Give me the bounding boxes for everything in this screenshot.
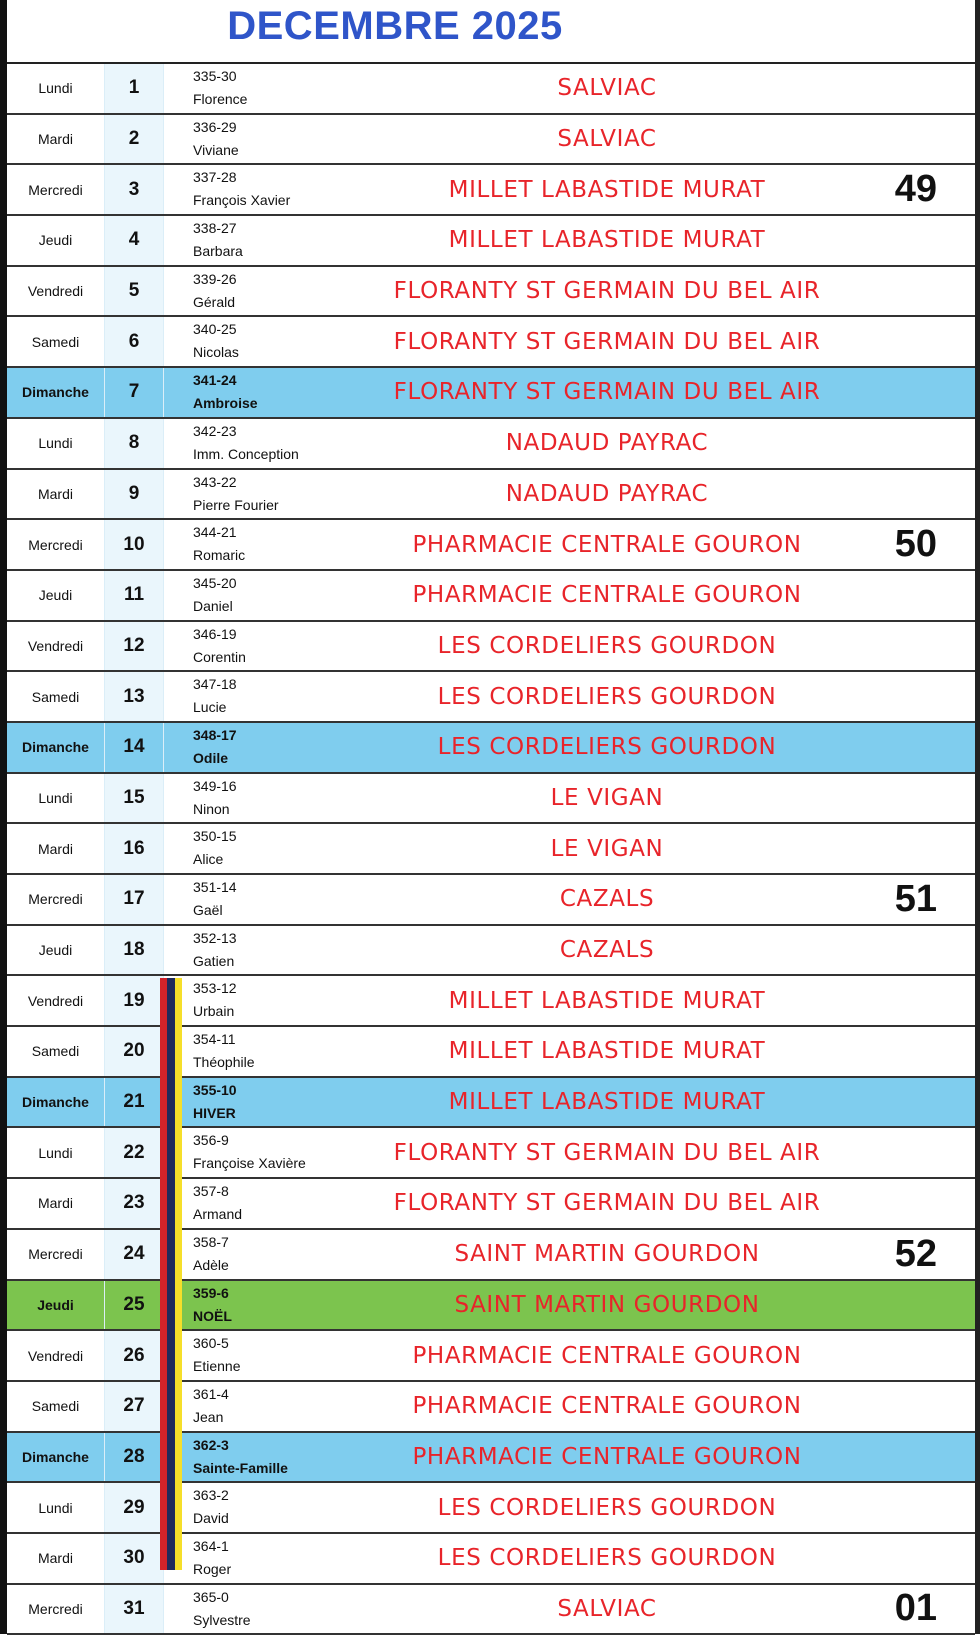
on-duty-pharmacy: MILLET LABASTIDE MURAT (448, 1089, 766, 1116)
day-of-year-code: 343-22 (193, 473, 237, 490)
on-duty-pharmacy: FLORANTY ST GERMAIN DU BEL AIR (393, 379, 821, 406)
day-name: Lundi (38, 80, 73, 97)
saint-name: Lucie (193, 699, 227, 716)
day-row (7, 926, 975, 977)
day-name: Mardi (37, 1195, 73, 1212)
on-duty-pharmacy: CAZALS (559, 937, 655, 964)
day-number: 30 (104, 1534, 164, 1583)
saint-name: Daniel (193, 597, 233, 614)
day-row (7, 419, 975, 470)
week-number: 50 (894, 523, 937, 566)
day-number: 28 (104, 1433, 164, 1482)
day-number: 6 (104, 317, 164, 366)
day-name: Samedi (31, 688, 80, 705)
day-name: Mardi (37, 1550, 73, 1567)
saint-name: NOËL (193, 1307, 232, 1324)
day-row (7, 774, 975, 825)
saint-name: Roger (193, 1560, 232, 1577)
day-row (7, 672, 975, 723)
day-number: 24 (104, 1230, 164, 1279)
day-of-year-code: 353-12 (193, 980, 237, 997)
on-duty-pharmacy: FLORANTY ST GERMAIN DU BEL AIR (393, 278, 821, 305)
on-duty-pharmacy: PHARMACIE CENTRALE GOURON (412, 1443, 802, 1470)
on-duty-pharmacy: SAINT MARTIN GOURDON (454, 1241, 760, 1268)
day-number: 2 (104, 115, 164, 164)
saint-name: Gatien (193, 952, 235, 969)
day-of-year-code: 358-7 (193, 1233, 229, 1250)
page-title: DECEMBRE 2025 (227, 4, 563, 48)
saint-name: Armand (193, 1206, 243, 1223)
flag-blue-stripe (167, 978, 175, 1570)
on-duty-pharmacy: LES CORDELIERS GOURDON (437, 632, 777, 659)
day-name: Mercredi (28, 536, 83, 553)
on-duty-pharmacy: LES CORDELIERS GOURDON (437, 734, 777, 761)
saint-name: Viviane (193, 141, 239, 158)
day-number: 11 (104, 571, 164, 620)
day-number: 1 (104, 64, 164, 113)
tricolor-flag-stripe (160, 978, 182, 1570)
on-duty-pharmacy: LE VIGAN (550, 784, 664, 811)
saint-name: Florence (193, 91, 248, 107)
day-row (7, 1027, 975, 1078)
day-name: Mercredi (28, 181, 83, 198)
day-of-year-code: 349-16 (193, 777, 237, 794)
day-name: Samedi (31, 333, 80, 350)
day-row (7, 1281, 975, 1332)
week-number: 49 (894, 168, 937, 211)
left-border (0, 0, 7, 1634)
week-number: 52 (894, 1232, 937, 1275)
on-duty-pharmacy: PHARMACIE CENTRALE GOURON (412, 1342, 802, 1369)
day-rows (7, 64, 975, 1635)
saint-name: Sainte-Famille (193, 1459, 288, 1476)
day-name: Mardi (37, 840, 73, 857)
week-number: 51 (894, 877, 937, 920)
saint-name: Jean (193, 1408, 224, 1425)
day-of-year-code: 338-27 (193, 220, 237, 237)
day-number: 15 (104, 774, 164, 823)
day-row (7, 1483, 975, 1534)
saint-name: Françoise Xavière (193, 1155, 306, 1172)
day-name: Lundi (38, 1499, 73, 1516)
day-row (7, 1331, 975, 1382)
saint-name: Pierre Fourier (193, 496, 279, 513)
day-name: Dimanche (22, 384, 89, 401)
day-number: 10 (104, 520, 164, 569)
week-number: 01 (894, 1587, 937, 1630)
day-name: Lundi (38, 1144, 73, 1161)
saint-name: Etienne (193, 1358, 241, 1375)
day-of-year-code: 360-5 (193, 1335, 229, 1352)
day-name: Lundi (38, 789, 73, 806)
day-of-year-code: 337-28 (193, 169, 237, 186)
day-row (7, 317, 975, 368)
on-duty-pharmacy: MILLET LABASTIDE MURAT (448, 1038, 766, 1065)
flag-red-stripe (160, 978, 167, 1570)
right-border (975, 0, 980, 1634)
saint-name: Barbara (193, 243, 243, 260)
day-name: Jeudi (38, 232, 73, 249)
day-of-year-code: 365-0 (193, 1588, 229, 1605)
day-of-year-code: 339-26 (193, 270, 237, 287)
day-row (7, 1078, 975, 1129)
day-row (7, 368, 975, 419)
saint-name: Ninon (193, 800, 230, 817)
day-name: Vendredi (27, 637, 84, 654)
day-of-year-code: 348-17 (193, 726, 237, 743)
day-row (7, 976, 975, 1027)
day-number: 29 (104, 1483, 164, 1532)
day-name: Jeudi (37, 1296, 74, 1313)
day-number: 17 (104, 875, 164, 924)
day-number: 3 (104, 165, 164, 214)
on-duty-pharmacy: SALVIAC (557, 126, 657, 153)
on-duty-pharmacy: MILLET LABASTIDE MURAT (448, 987, 766, 1014)
day-number: 21 (104, 1078, 164, 1127)
day-name: Dimanche (22, 1094, 89, 1111)
day-row (7, 1382, 975, 1433)
saint-name: Imm. Conception (193, 445, 299, 462)
day-name: Samedi (31, 1043, 80, 1060)
day-of-year-code: 364-1 (193, 1537, 229, 1554)
day-row (7, 1230, 975, 1281)
day-of-year-code: 341-24 (193, 372, 237, 389)
day-of-year-code: 335-30 (193, 68, 237, 84)
day-row (7, 622, 975, 673)
day-row (7, 1128, 975, 1179)
day-row (7, 1433, 975, 1484)
on-duty-pharmacy: LES CORDELIERS GOURDON (437, 1494, 777, 1521)
day-row (7, 875, 975, 926)
day-name: Lundi (38, 435, 73, 452)
day-of-year-code: 354-11 (193, 1031, 236, 1048)
day-of-year-code: 361-4 (193, 1385, 229, 1402)
day-of-year-code: 342-23 (193, 422, 237, 439)
day-number: 23 (104, 1179, 164, 1228)
day-number: 13 (104, 672, 164, 721)
day-row (7, 571, 975, 622)
on-duty-pharmacy: LE VIGAN (550, 835, 664, 862)
day-name: Dimanche (22, 1448, 89, 1465)
saint-name: François Xavier (193, 192, 291, 209)
day-number: 14 (104, 723, 164, 772)
day-name: Dimanche (22, 739, 89, 756)
day-of-year-code: 363-2 (193, 1487, 229, 1504)
on-duty-pharmacy: MILLET LABASTIDE MURAT (448, 176, 766, 203)
day-of-year-code: 344-21 (193, 524, 237, 541)
day-of-year-code: 346-19 (193, 625, 237, 642)
day-name: Jeudi (38, 942, 73, 959)
day-of-year-code: 345-20 (193, 574, 237, 591)
day-name: Mercredi (28, 891, 83, 908)
day-name: Mercredi (28, 1600, 83, 1617)
day-row (7, 1179, 975, 1230)
day-row (7, 216, 975, 267)
saint-name: Adèle (193, 1256, 229, 1273)
saint-name: Urbain (193, 1003, 235, 1020)
day-number: 7 (104, 368, 164, 417)
on-duty-pharmacy: SALVIAC (557, 75, 657, 102)
day-number: 5 (104, 267, 164, 316)
on-duty-pharmacy: LES CORDELIERS GOURDON (437, 1545, 777, 1572)
day-of-year-code: 357-8 (193, 1183, 229, 1200)
flag-yellow-stripe (175, 978, 182, 1570)
day-number: 31 (104, 1585, 164, 1634)
day-name: Mardi (37, 485, 73, 502)
day-row (7, 165, 975, 216)
day-number: 18 (104, 926, 164, 975)
day-number: 25 (104, 1281, 164, 1330)
on-duty-pharmacy: NADAUD PAYRAC (505, 480, 709, 507)
day-number: 27 (104, 1382, 164, 1431)
day-row (7, 64, 975, 115)
on-duty-pharmacy: SALVIAC (557, 1595, 657, 1622)
on-duty-pharmacy: LES CORDELIERS GOURDON (437, 683, 777, 710)
day-name: Mardi (37, 131, 73, 148)
saint-name: Nicolas (193, 344, 239, 361)
on-duty-pharmacy: PHARMACIE CENTRALE GOURON (412, 1393, 802, 1420)
day-name: Vendredi (27, 283, 84, 300)
on-duty-pharmacy: FLORANTY ST GERMAIN DU BEL AIR (393, 328, 821, 355)
saint-name: Théophile (193, 1054, 255, 1071)
day-number: 4 (104, 216, 164, 265)
on-duty-pharmacy: SAINT MARTIN GOURDON (454, 1291, 760, 1318)
day-name: Mercredi (28, 1246, 83, 1263)
day-row (7, 723, 975, 774)
day-row (7, 470, 975, 521)
day-number: 22 (104, 1128, 164, 1177)
day-number: 20 (104, 1027, 164, 1076)
day-name: Jeudi (38, 587, 73, 604)
on-duty-pharmacy: NADAUD PAYRAC (505, 430, 709, 457)
saint-name: Romaric (193, 547, 246, 564)
saint-name: Odile (193, 749, 229, 766)
day-number: 16 (104, 824, 164, 873)
on-duty-pharmacy: FLORANTY ST GERMAIN DU BEL AIR (393, 1190, 821, 1217)
day-row (7, 520, 975, 571)
day-number: 19 (104, 976, 164, 1025)
day-name: Vendredi (27, 1347, 84, 1364)
day-of-year-code: 351-14 (193, 879, 237, 895)
day-number: 8 (104, 419, 164, 468)
saint-name: HIVER (193, 1104, 236, 1121)
saint-name: Corentin (193, 648, 246, 665)
day-of-year-code: 355-10 (193, 1081, 237, 1098)
day-row (7, 115, 975, 166)
day-of-year-code: 336-29 (193, 118, 237, 135)
saint-name: Gérald (193, 293, 236, 310)
day-row (7, 1585, 975, 1635)
saint-name: David (193, 1510, 229, 1527)
on-duty-pharmacy: MILLET LABASTIDE MURAT (448, 227, 766, 254)
day-of-year-code: 359-6 (193, 1284, 229, 1301)
day-name: Vendredi (27, 992, 84, 1009)
saint-name: Sylvestre (193, 1611, 251, 1628)
on-duty-pharmacy: PHARMACIE CENTRALE GOURON (412, 582, 802, 609)
day-of-year-code: 350-15 (193, 828, 237, 845)
day-number: 12 (104, 622, 164, 671)
on-duty-pharmacy: FLORANTY ST GERMAIN DU BEL AIR (393, 1139, 821, 1166)
on-duty-pharmacy: PHARMACIE CENTRALE GOURON (412, 531, 802, 558)
saint-name: Gaël (193, 902, 223, 918)
day-row (7, 267, 975, 318)
day-of-year-code: 347-18 (193, 676, 237, 693)
day-number: 9 (104, 470, 164, 519)
day-number: 26 (104, 1331, 164, 1380)
saint-name: Ambroise (193, 395, 258, 412)
day-of-year-code: 352-13 (193, 929, 237, 946)
saint-name: Alice (193, 851, 224, 868)
on-duty-pharmacy: CAZALS (559, 886, 655, 913)
day-of-year-code: 340-25 (193, 321, 237, 338)
day-of-year-code: 362-3 (193, 1436, 229, 1453)
day-row (7, 1534, 975, 1585)
day-row (7, 824, 975, 875)
day-name: Samedi (31, 1398, 80, 1415)
day-of-year-code: 356-9 (193, 1132, 229, 1149)
